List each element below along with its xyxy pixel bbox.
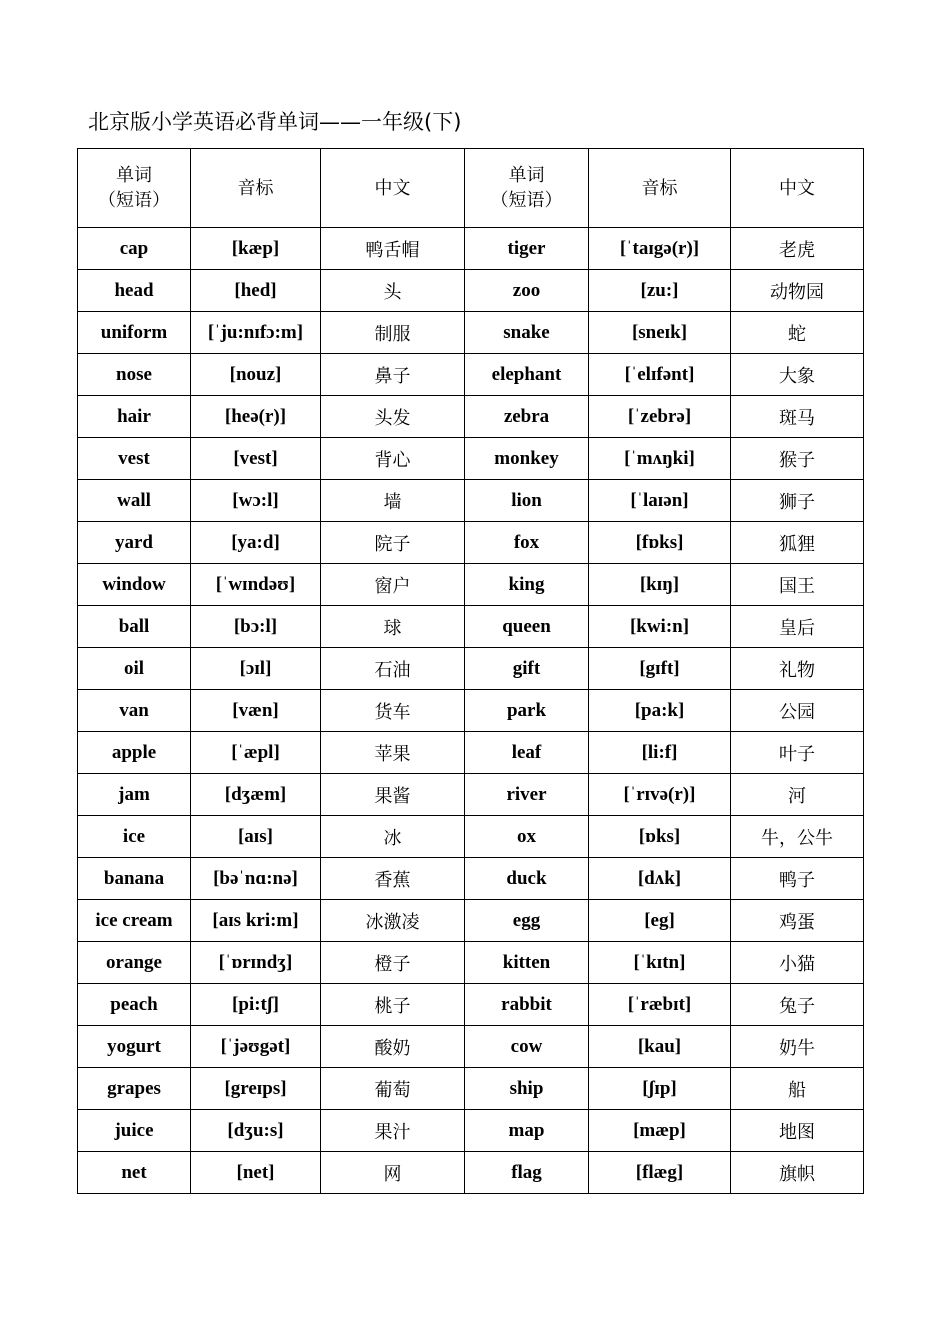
- table-row: [78, 774, 864, 816]
- phonetic-cell: [bəˈnɑ:nə]: [191, 858, 321, 900]
- phonetic-cell: [væn]: [191, 690, 321, 732]
- phonetic-cell: [kwi:n]: [589, 606, 731, 648]
- chinese-cell: 公园: [731, 690, 864, 732]
- header-word-line1: 单词: [508, 165, 545, 186]
- header-row: [78, 149, 864, 228]
- phonetic-cell: [wɔ:l]: [191, 480, 321, 522]
- phonetic-cell: [ˈlaɪən]: [589, 480, 731, 522]
- page-title: 北京版小学英语必背单词——一年级(下): [88, 110, 462, 134]
- chinese-cell: 网: [321, 1152, 465, 1194]
- phonetic-cell: [ˈɒrɪndʒ]: [191, 942, 321, 984]
- table-row: [78, 732, 864, 774]
- chinese-cell: 果汁: [321, 1110, 465, 1152]
- chinese-cell: 斑马: [731, 396, 864, 438]
- word-cell: vest: [78, 438, 191, 480]
- chinese-cell: 国王: [731, 564, 864, 606]
- header-chinese: 中文: [321, 149, 465, 228]
- phonetic-cell: [ˈzebrə]: [589, 396, 731, 438]
- chinese-cell: 墙: [321, 480, 465, 522]
- table-row: [78, 564, 864, 606]
- table-row: [78, 1026, 864, 1068]
- chinese-cell: 船: [731, 1068, 864, 1110]
- table-row: [78, 522, 864, 564]
- phonetic-cell: [sneɪk]: [589, 312, 731, 354]
- chinese-cell: 动物园: [731, 270, 864, 312]
- chinese-cell: 皇后: [731, 606, 864, 648]
- phonetic-cell: [ˈæpl]: [191, 732, 321, 774]
- phonetic-cell: [mæp]: [589, 1110, 731, 1152]
- vocabulary-table: [77, 148, 864, 1194]
- chinese-cell: 货车: [321, 690, 465, 732]
- header-word-line2: （短语）: [490, 190, 563, 211]
- word-cell: yard: [78, 522, 191, 564]
- chinese-cell: 叶子: [731, 732, 864, 774]
- phonetic-cell: [aɪs]: [191, 816, 321, 858]
- word-cell: oil: [78, 648, 191, 690]
- phonetic-cell: [greɪps]: [191, 1068, 321, 1110]
- phonetic-cell: [nouz]: [191, 354, 321, 396]
- word-cell: grapes: [78, 1068, 191, 1110]
- header-word: [465, 149, 589, 228]
- phonetic-cell: [bɔ:l]: [191, 606, 321, 648]
- chinese-cell: 院子: [321, 522, 465, 564]
- phonetic-cell: [li:f]: [589, 732, 731, 774]
- word-cell: queen: [465, 606, 589, 648]
- chinese-cell: 牛，公牛: [731, 816, 864, 858]
- word-cell: park: [465, 690, 589, 732]
- chinese-cell: 地图: [731, 1110, 864, 1152]
- word-cell: cap: [78, 228, 191, 270]
- word-cell: fox: [465, 522, 589, 564]
- chinese-cell: 香蕉: [321, 858, 465, 900]
- phonetic-cell: [kæp]: [191, 228, 321, 270]
- table-row: [78, 648, 864, 690]
- word-cell: snake: [465, 312, 589, 354]
- header-word-line2: （短语）: [98, 190, 170, 211]
- word-cell: window: [78, 564, 191, 606]
- word-cell: river: [465, 774, 589, 816]
- phonetic-cell: [ˈmʌŋki]: [589, 438, 731, 480]
- header-phonetic: 音标: [191, 149, 321, 228]
- phonetic-cell: [fɒks]: [589, 522, 731, 564]
- word-cell: cow: [465, 1026, 589, 1068]
- word-cell: banana: [78, 858, 191, 900]
- chinese-cell: 制服: [321, 312, 465, 354]
- chinese-cell: 礼物: [731, 648, 864, 690]
- table-row: [78, 690, 864, 732]
- chinese-cell: 葡萄: [321, 1068, 465, 1110]
- chinese-cell: 狮子: [731, 480, 864, 522]
- table-row: [78, 438, 864, 480]
- table-row: [78, 858, 864, 900]
- phonetic-cell: [ya:d]: [191, 522, 321, 564]
- table-row: [78, 816, 864, 858]
- word-cell: van: [78, 690, 191, 732]
- chinese-cell: 旗帜: [731, 1152, 864, 1194]
- table-row: [78, 396, 864, 438]
- table-row: [78, 270, 864, 312]
- table-row: [78, 1068, 864, 1110]
- word-cell: orange: [78, 942, 191, 984]
- word-cell: rabbit: [465, 984, 589, 1026]
- word-cell: elephant: [465, 354, 589, 396]
- vocabulary-body: [78, 228, 864, 1194]
- word-cell: hair: [78, 396, 191, 438]
- chinese-cell: 鼻子: [321, 354, 465, 396]
- word-cell: flag: [465, 1152, 589, 1194]
- word-cell: ice cream: [78, 900, 191, 942]
- table-row: [78, 228, 864, 270]
- table-row: [78, 354, 864, 396]
- phonetic-cell: [ɔɪl]: [191, 648, 321, 690]
- chinese-cell: 苹果: [321, 732, 465, 774]
- word-cell: monkey: [465, 438, 589, 480]
- header-word: [78, 149, 191, 228]
- word-cell: nose: [78, 354, 191, 396]
- chinese-cell: 冰激凌: [321, 900, 465, 942]
- table-row: [78, 1152, 864, 1194]
- word-cell: zebra: [465, 396, 589, 438]
- table-row: [78, 1110, 864, 1152]
- phonetic-cell: [ˈjəʊgət]: [191, 1026, 321, 1068]
- word-cell: net: [78, 1152, 191, 1194]
- table-row: [78, 900, 864, 942]
- chinese-cell: 兔子: [731, 984, 864, 1026]
- header-chinese: 中文: [731, 149, 864, 228]
- word-cell: peach: [78, 984, 191, 1026]
- phonetic-cell: [dʒu:s]: [191, 1110, 321, 1152]
- phonetic-cell: [eg]: [589, 900, 731, 942]
- phonetic-cell: [kɪŋ]: [589, 564, 731, 606]
- word-cell: lion: [465, 480, 589, 522]
- chinese-cell: 橙子: [321, 942, 465, 984]
- chinese-cell: 酸奶: [321, 1026, 465, 1068]
- chinese-cell: 蛇: [731, 312, 864, 354]
- phonetic-cell: [kau]: [589, 1026, 731, 1068]
- phonetic-cell: [gɪft]: [589, 648, 731, 690]
- chinese-cell: 狐狸: [731, 522, 864, 564]
- phonetic-cell: [aɪs kri:m]: [191, 900, 321, 942]
- phonetic-cell: [zu:]: [589, 270, 731, 312]
- word-cell: juice: [78, 1110, 191, 1152]
- word-cell: map: [465, 1110, 589, 1152]
- phonetic-cell: [ˈkɪtn]: [589, 942, 731, 984]
- chinese-cell: 球: [321, 606, 465, 648]
- chinese-cell: 鸡蛋: [731, 900, 864, 942]
- phonetic-cell: [dʒæm]: [191, 774, 321, 816]
- chinese-cell: 老虎: [731, 228, 864, 270]
- chinese-cell: 奶牛: [731, 1026, 864, 1068]
- phonetic-cell: [ˈju:nɪfɔ:m]: [191, 312, 321, 354]
- chinese-cell: 石油: [321, 648, 465, 690]
- phonetic-cell: [ˈelɪfənt]: [589, 354, 731, 396]
- word-cell: egg: [465, 900, 589, 942]
- chinese-cell: 冰: [321, 816, 465, 858]
- phonetic-cell: [ˈwɪndəʊ]: [191, 564, 321, 606]
- phonetic-cell: [hed]: [191, 270, 321, 312]
- chinese-cell: 果酱: [321, 774, 465, 816]
- table-row: [78, 606, 864, 648]
- phonetic-cell: [ʃɪp]: [589, 1068, 731, 1110]
- word-cell: ice: [78, 816, 191, 858]
- chinese-cell: 大象: [731, 354, 864, 396]
- phonetic-cell: [flæg]: [589, 1152, 731, 1194]
- chinese-cell: 背心: [321, 438, 465, 480]
- word-cell: uniform: [78, 312, 191, 354]
- phonetic-cell: [ɒks]: [589, 816, 731, 858]
- phonetic-cell: [ˈtaɪgə(r)]: [589, 228, 731, 270]
- word-cell: king: [465, 564, 589, 606]
- word-cell: ball: [78, 606, 191, 648]
- word-cell: gift: [465, 648, 589, 690]
- word-cell: tiger: [465, 228, 589, 270]
- word-cell: duck: [465, 858, 589, 900]
- phonetic-cell: [pi:tʃ]: [191, 984, 321, 1026]
- phonetic-cell: [vest]: [191, 438, 321, 480]
- word-cell: head: [78, 270, 191, 312]
- chinese-cell: 猴子: [731, 438, 864, 480]
- chinese-cell: 鸭舌帽: [321, 228, 465, 270]
- word-cell: ship: [465, 1068, 589, 1110]
- word-cell: leaf: [465, 732, 589, 774]
- table-row: [78, 480, 864, 522]
- chinese-cell: 头: [321, 270, 465, 312]
- word-cell: jam: [78, 774, 191, 816]
- table-row: [78, 984, 864, 1026]
- phonetic-cell: [net]: [191, 1152, 321, 1194]
- header-word-line1: 单词: [116, 165, 152, 186]
- chinese-cell: 桃子: [321, 984, 465, 1026]
- table-row: [78, 942, 864, 984]
- word-cell: yogurt: [78, 1026, 191, 1068]
- chinese-cell: 小猫: [731, 942, 864, 984]
- header-phonetic: 音标: [589, 149, 731, 228]
- chinese-cell: 河: [731, 774, 864, 816]
- word-cell: ox: [465, 816, 589, 858]
- phonetic-cell: [heə(r)]: [191, 396, 321, 438]
- chinese-cell: 鸭子: [731, 858, 864, 900]
- word-cell: wall: [78, 480, 191, 522]
- word-cell: zoo: [465, 270, 589, 312]
- table-row: [78, 312, 864, 354]
- phonetic-cell: [dʌk]: [589, 858, 731, 900]
- chinese-cell: 头发: [321, 396, 465, 438]
- chinese-cell: 窗户: [321, 564, 465, 606]
- phonetic-cell: [pa:k]: [589, 690, 731, 732]
- word-cell: kitten: [465, 942, 589, 984]
- phonetic-cell: [ˈrɪvə(r)]: [589, 774, 731, 816]
- phonetic-cell: [ˈræbɪt]: [589, 984, 731, 1026]
- word-cell: apple: [78, 732, 191, 774]
